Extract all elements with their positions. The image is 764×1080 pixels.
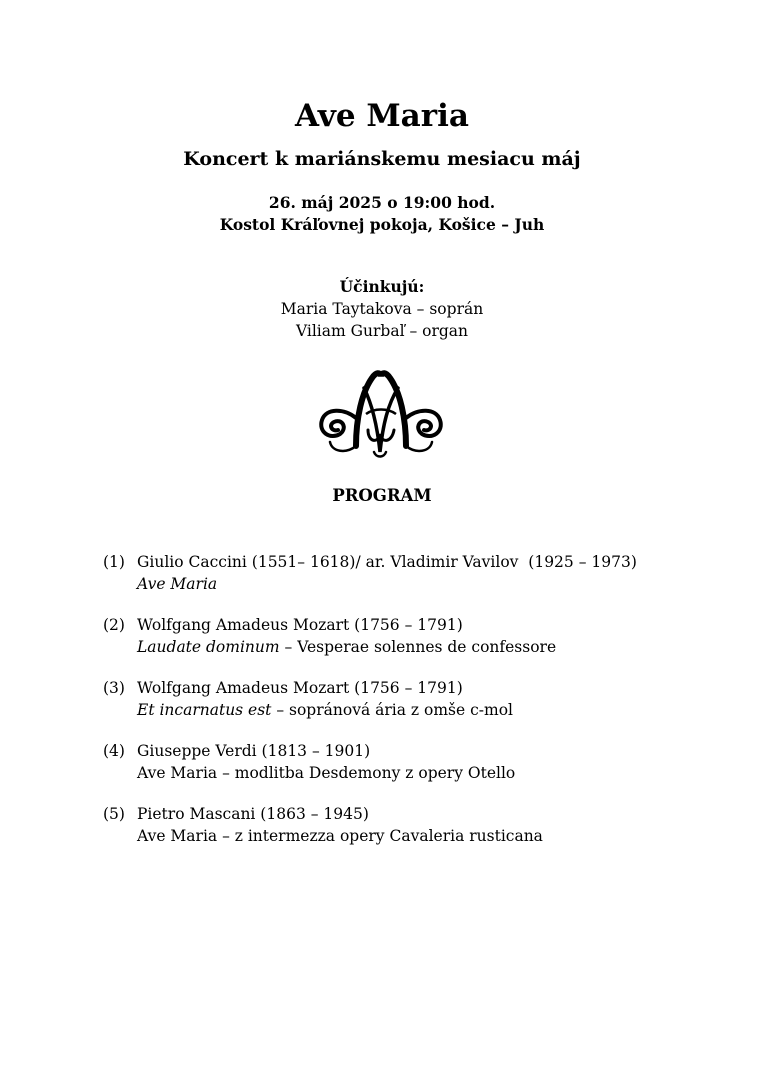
program-item-1 xyxy=(103,551,743,614)
program-item-work xyxy=(137,699,513,721)
program-item-3 xyxy=(103,677,743,740)
program-item-number: (3) xyxy=(103,679,125,697)
program-item-number: (4) xyxy=(103,742,125,760)
performer-organ: Viliam Gurbaľ – organ xyxy=(295,322,469,340)
program-item-4 xyxy=(103,740,743,803)
program-item-work-detail: – sopránová ária z omše c-mol xyxy=(271,701,513,719)
program-item-composer: Giulio Caccini (1551– 1618)/ ar. Vladimir Vavilov (1925 – 1973) xyxy=(137,553,637,571)
program-list xyxy=(103,551,743,866)
concert-venue: Kostol Kráľovnej pokoja, Košice – Juh xyxy=(219,215,545,234)
program-item-work-title: Laudate dominum xyxy=(137,638,280,656)
program-item-work xyxy=(137,825,543,847)
program-item-2 xyxy=(103,614,743,677)
program-item-work-detail: – Vesperae solennes de confessore xyxy=(279,638,557,656)
program-item-work xyxy=(137,573,217,595)
performers-heading: Účinkujú: xyxy=(339,277,425,296)
program-item-composer: Pietro Mascani (1863 – 1945) xyxy=(137,805,369,823)
concert-date: 26. máj 2025 o 19:00 hod. xyxy=(268,193,496,212)
marian-monogram-icon xyxy=(316,368,446,460)
performer-soprano: Maria Taytakova – soprán xyxy=(280,300,484,318)
program-item-work-detail: Ave Maria – modlitba Desdemony z opery Otello xyxy=(137,764,516,782)
program-item-work-title: Ave Maria xyxy=(137,575,218,593)
program-item-work xyxy=(137,762,515,784)
program-item-work xyxy=(137,636,556,658)
program-item-work-detail: Ave Maria – z intermezza opery Cavaleria rusticana xyxy=(137,827,543,845)
program-item-composer: Giuseppe Verdi (1813 – 1901) xyxy=(137,742,371,760)
program-item-number: (1) xyxy=(103,553,125,571)
program-item-number: (2) xyxy=(103,616,125,634)
page-subtitle: Koncert k mariánskemu mesiacu máj xyxy=(183,148,581,170)
page-title: Ave Maria xyxy=(295,98,469,134)
program-heading: PROGRAM xyxy=(332,486,432,505)
program-item-composer: Wolfgang Amadeus Mozart (1756 – 1791) xyxy=(137,679,463,697)
program-item-composer: Wolfgang Amadeus Mozart (1756 – 1791) xyxy=(137,616,463,634)
program-item-work-title: Et incarnatus est xyxy=(137,701,272,719)
program-item-number: (5) xyxy=(103,805,125,823)
program-item-5 xyxy=(103,803,743,866)
